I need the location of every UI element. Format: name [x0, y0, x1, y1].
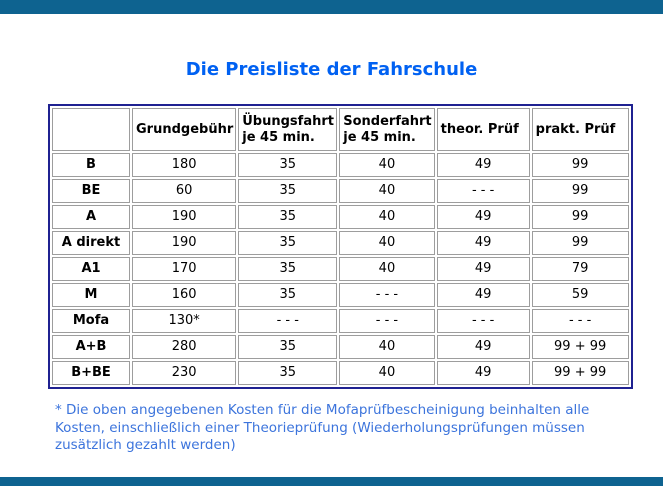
price-cell: 170: [132, 257, 236, 281]
price-cell: 160: [132, 283, 236, 307]
table-row-b-plus-be: [52, 361, 629, 385]
header-cell-uebungsfahrt: [238, 108, 337, 151]
header-cell-prakt-pruef: [532, 108, 629, 151]
price-cell: 280: [132, 335, 236, 359]
row-label: A+B: [52, 335, 130, 359]
table-header: [52, 108, 629, 151]
price-cell: 40: [339, 257, 434, 281]
row-label: A: [52, 205, 130, 229]
price-cell: 35: [238, 257, 337, 281]
price-cell: 99: [532, 179, 629, 203]
price-cell: 40: [339, 205, 434, 229]
row-label: M: [52, 283, 130, 307]
header-cell-theor-pruef: [437, 108, 530, 151]
price-table: [48, 104, 633, 389]
table-row-a1: [52, 257, 629, 281]
price-cell: 40: [339, 179, 434, 203]
price-cell: - - -: [437, 179, 530, 203]
footnote-line: zusätzlich gezahlt werden): [55, 437, 236, 453]
price-cell: 49: [437, 361, 530, 385]
price-cell: 49: [437, 231, 530, 255]
header-label: prakt. Prüf: [535, 121, 616, 137]
price-cell: 35: [238, 205, 337, 229]
price-cell: 79: [532, 257, 629, 281]
price-cell: 49: [437, 257, 530, 281]
footer-bar: [0, 477, 663, 486]
price-cell: 99: [532, 231, 629, 255]
header-label-line2: je 45 min.: [343, 129, 416, 145]
header-label-line1: Übungsfahrt: [242, 113, 334, 129]
price-cell: 190: [132, 231, 236, 255]
header-label-line1: Sonderfahrt: [343, 113, 432, 129]
header-label: theor. Prüf: [440, 121, 519, 137]
table-row-a-plus-b: [52, 335, 629, 359]
row-label: Mofa: [52, 309, 130, 333]
mofa-footnote: [55, 402, 640, 455]
row-label: BE: [52, 179, 130, 203]
price-cell: 40: [339, 361, 434, 385]
price-cell: 35: [238, 335, 337, 359]
footnote-line: * Die oben angegebenen Kosten für die Mofaprüfbescheinigung beinhalten alle: [55, 402, 590, 418]
price-cell: 99 + 99: [532, 335, 629, 359]
price-cell: 35: [238, 179, 337, 203]
price-cell: - - -: [339, 309, 434, 333]
header-cell-sonderfahrt: [339, 108, 434, 151]
price-cell: 40: [339, 335, 434, 359]
price-cell: 49: [437, 335, 530, 359]
price-cell: 35: [238, 153, 337, 177]
table-row-m: [52, 283, 629, 307]
price-cell: 190: [132, 205, 236, 229]
table-row-be: [52, 179, 629, 203]
row-label: B: [52, 153, 130, 177]
header-cell-empty: [52, 108, 130, 151]
footnote-line: Kosten, einschließlich einer Theorieprüfung (Wiederholungsprüfungen müssen: [55, 419, 585, 436]
price-cell: - - -: [437, 309, 530, 333]
header-bar: [0, 0, 663, 14]
price-cell: - - -: [339, 283, 434, 307]
price-cell: 99 + 99: [532, 361, 629, 385]
header-label-line2: je 45 min.: [242, 129, 315, 145]
table-row-a-direkt: [52, 231, 629, 255]
price-cell: 60: [132, 179, 236, 203]
price-cell: 49: [437, 283, 530, 307]
table-row-a: [52, 205, 629, 229]
row-label: B+BE: [52, 361, 130, 385]
price-cell: 99: [532, 153, 629, 177]
price-cell: 35: [238, 361, 337, 385]
price-cell: 35: [238, 231, 337, 255]
table-row-mofa: [52, 309, 629, 333]
price-cell: 35: [238, 283, 337, 307]
header-label: Grundgebühr: [136, 121, 234, 137]
row-label: A1: [52, 257, 130, 281]
table-row-b: [52, 153, 629, 177]
price-cell: - - -: [532, 309, 629, 333]
price-cell: - - -: [238, 309, 337, 333]
header-cell-grundgebuehr: [132, 108, 236, 151]
price-cell: 49: [437, 153, 530, 177]
price-cell: 59: [532, 283, 629, 307]
row-label: A direkt: [52, 231, 130, 255]
price-cell: 180: [132, 153, 236, 177]
table-body: [52, 153, 629, 385]
price-cell: 130*: [132, 309, 236, 333]
price-cell: 230: [132, 361, 236, 385]
price-cell: 49: [437, 205, 530, 229]
price-cell: 40: [339, 231, 434, 255]
header-row: [52, 108, 629, 151]
price-cell: 99: [532, 205, 629, 229]
price-cell: 40: [339, 153, 434, 177]
page-title: Die Preisliste der Fahrschule: [185, 59, 478, 80]
